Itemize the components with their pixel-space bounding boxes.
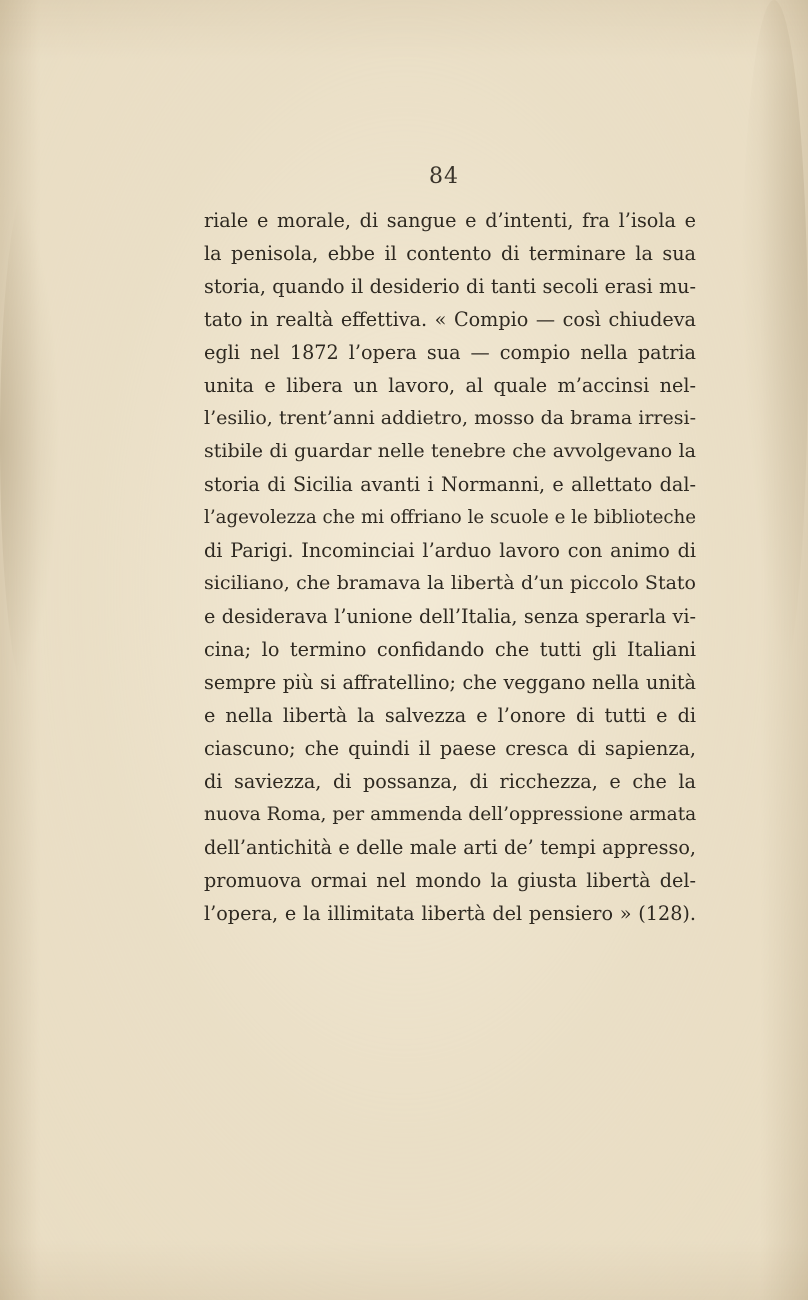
text-line: storia, quando il desiderio di tanti secoli erasi mu- [204,275,696,298]
text-line: riale e morale, di sangue e d’intenti, fra l’isola e [204,209,696,232]
text-line: la penisola, ebbe il contento di terminare la sua [204,242,696,265]
text-line: tato in realtà effettiva. « Compio — così chiudeva [204,308,696,331]
text-line: egli nel 1872 l’opera sua — compio nella patria [204,341,696,364]
text-line: ciascuno; che quindi il paese cresca di sapienza, [204,737,696,760]
text-line: l’agevolezza che mi offriano le scuole e le biblioteche [204,507,696,528]
text-line: promuova ormai nel mondo la giusta libertà del- [204,869,696,892]
text-line: stibile di guardar nelle tenebre che avvolgevano la [204,440,696,462]
text-line: di Parigi. Incominciai l’arduo lavoro con animo di [204,539,696,562]
paper-stain [740,0,808,700]
text-line: di saviezza, di possanza, di ricchezza, e che la [204,770,696,793]
body-text [204,204,696,930]
text-line: siciliano, che bramava la libertà d’un piccolo Stato [204,572,696,594]
text-line: storia di Sicilia avanti i Normanni, e allettato dal- [204,473,696,496]
text-line: unita e libera un lavoro, al quale m’accinsi nel- [204,374,696,397]
text-line: nuova Roma, per ammenda dell’oppressione armata [204,804,697,825]
page-number: 84 [429,164,459,189]
text-line: e desiderava l’unione dell’Italia, senza sperarla vi- [204,605,696,628]
text-line: l’esilio, trent’anni addietro, mosso da brama irresi- [204,407,696,429]
text-line: dell’antichità e delle male arti de’ tempi appresso, [204,836,696,859]
text-line: e nella libertà la salvezza e l’onore di tutti e di [204,704,696,727]
paper-stain [0,180,60,700]
text-line: sempre più si affratellino; che veggano nella unità [204,671,696,694]
text-line: cina; lo termino confidando che tutti gli Italiani [204,638,696,661]
text-line: l’opera, e la illimitata libertà del pensiero » (128). [204,902,696,925]
